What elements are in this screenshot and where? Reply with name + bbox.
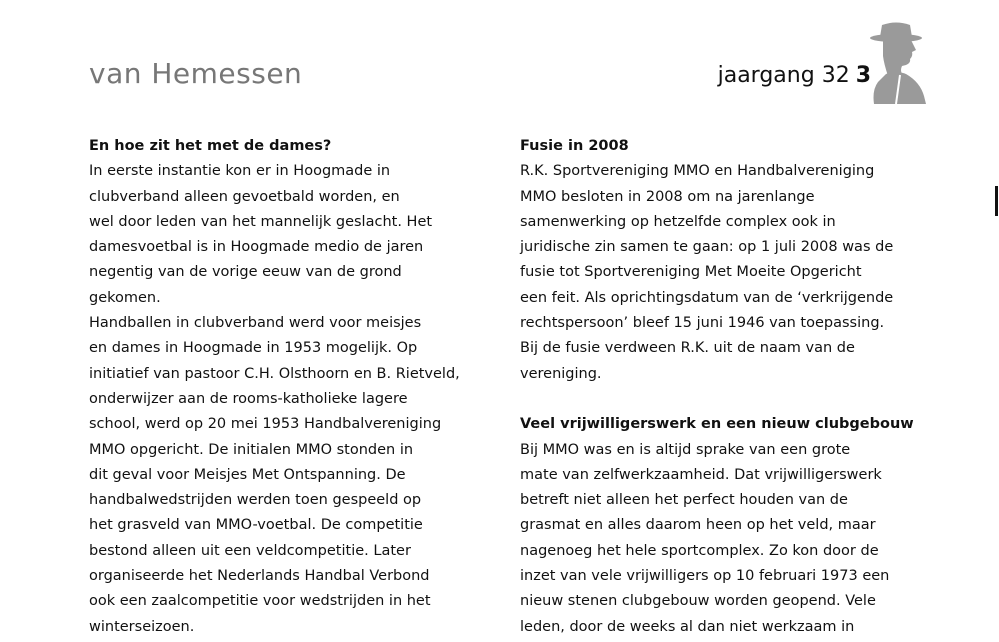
paragraph-fusie: [520, 159, 910, 387]
text-line: bestond alleen uit een veldcompetitie. Later: [89, 542, 411, 559]
text-line: leden, door de weeks al dan niet werkzaam in: [520, 618, 855, 635]
page-number: 3: [855, 63, 871, 88]
text-line: MMO besloten in 2008 om na jarenlange: [520, 188, 815, 205]
paragraph-spacer: [520, 387, 910, 412]
left-column: [89, 134, 469, 640]
volume-label: jaargang 32: [717, 63, 850, 88]
man-with-hat-silhouette-icon: [866, 20, 928, 104]
text-line: juridische zin samen te gaan: op 1 juli 2008 was de: [520, 239, 894, 256]
text-line: Handballen in clubverband werd voor meisjes: [89, 315, 422, 332]
text-line: grasmat en alles daarom heen op het veld, maar: [520, 517, 876, 534]
text-line: initiatief van pastoor C.H. Olsthoorn en B. Rietveld,: [89, 365, 460, 382]
text-line: negentig van de vorige eeuw van de grond: [89, 264, 402, 281]
text-line: wel door leden van het mannelijk geslacht. Het: [89, 213, 433, 230]
paragraph-vrijwilligerswerk: [520, 438, 910, 640]
text-line: Bij de fusie verdween R.K. uit de naam van de: [520, 340, 855, 357]
text-line: betreft niet alleen het perfect houden van de: [520, 492, 848, 509]
text-line: damesvoetbal is in Hoogmade medio de jaren: [89, 239, 424, 256]
text-line: In eerste instantie kon er in Hoogmade in: [89, 163, 391, 180]
text-line: handbalwedstrijden werden toen gespeeld op: [89, 492, 422, 509]
text-line: nieuw stenen clubgebouw worden geopend. Vele: [520, 593, 876, 610]
text-line: een feit. Als oprichtingsdatum van de ‘verkrijgende: [520, 289, 894, 306]
text-line: ook een zaalcompetitie voor wedstrijden in het: [89, 593, 431, 610]
page-title: van Hemessen: [89, 57, 303, 90]
text-line: nagenoeg het hele sportcomplex. Zo kon door de: [520, 542, 879, 559]
text-line: fusie tot Sportvereniging Met Moeite Opgericht: [520, 264, 862, 281]
text-line: R.K. Sportvereniging MMO en Handbalvereniging: [520, 163, 875, 180]
text-cursor: [995, 186, 998, 216]
text-line: rechtspersoon’ bleef 15 juni 1946 van toepassing.: [520, 315, 885, 332]
paragraph-dames: [89, 159, 469, 640]
text-line: winterseizoen.: [89, 618, 195, 635]
text-line: samenwerking op hetzelfde complex ook in: [520, 213, 836, 230]
text-line: dit geval voor Meisjes Met Ontspanning. De: [89, 466, 406, 483]
text-line: gekomen.: [89, 289, 161, 306]
section-heading-dames: En hoe zit het met de dames?: [89, 138, 332, 154]
text-line: MMO opgericht. De initialen MMO stonden in: [89, 441, 414, 458]
text-line: organiseerde het Nederlands Handbal Verbond: [89, 568, 430, 585]
text-line: onderwijzer aan de rooms-katholieke lagere: [89, 390, 408, 407]
section-heading-vrijwilligerswerk: Veel vrijwilligerswerk en een nieuw clubgebouw: [520, 416, 914, 433]
text-line: school, werd op 20 mei 1953 Handbalvereniging: [89, 416, 442, 433]
volume-info: [718, 63, 871, 88]
text-line: clubverband alleen gevoetbald worden, en: [89, 188, 400, 205]
right-column: [520, 134, 914, 640]
section-heading-fusie: Fusie in 2008: [520, 138, 629, 154]
text-line: het grasveld van MMO-voetbal. De competitie: [89, 517, 423, 534]
text-line: en dames in Hoogmade in 1953 mogelijk. Op: [89, 340, 418, 357]
text-line: Bij MMO was en is altijd sprake van een grote: [520, 441, 851, 458]
text-line: mate van zelfwerkzaamheid. Dat vrijwilligerswerk: [520, 466, 882, 483]
text-line: vereniging.: [520, 365, 602, 382]
text-line: inzet van vele vrijwilligers op 10 februari 1973 een: [520, 568, 890, 585]
